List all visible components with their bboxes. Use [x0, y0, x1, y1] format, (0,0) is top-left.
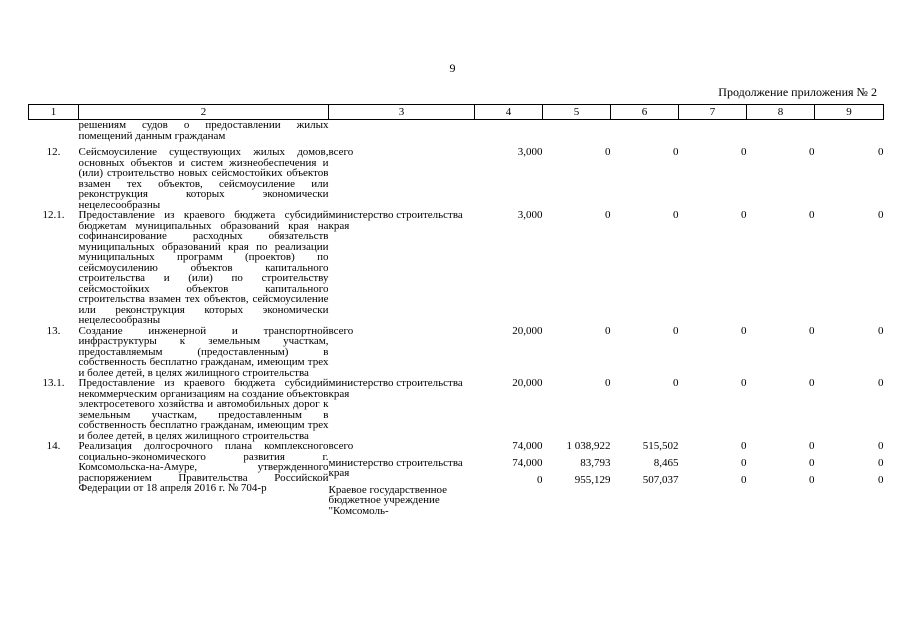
column-header: 5	[543, 105, 611, 120]
sub-value: 74,000	[512, 456, 543, 469]
table-row	[29, 378, 884, 441]
row-number: 13.	[46, 324, 61, 337]
value-cell: 0	[878, 324, 884, 337]
value-cell: 0	[605, 377, 611, 389]
row-description: Создание инженерной и транспортной инфраструктуры к земельным участкам, предоставляемым (предоставленным) в собственность бесплатно гражданам, имеющим трех и более детей, в целях жилищного строительства	[78, 324, 329, 379]
row-executor: всего	[328, 324, 354, 337]
table-row	[29, 326, 884, 379]
value-cell: 0	[741, 324, 747, 337]
row-description: решениям судов о предоставлении жилых помещений данным гражданам	[78, 119, 329, 142]
sub-value: 0	[809, 456, 815, 469]
row-number: 14.	[46, 440, 61, 452]
value-cell: 0	[809, 209, 815, 221]
sub-value: 0	[878, 474, 884, 486]
value-cell	[679, 441, 747, 522]
value-cell	[543, 441, 611, 522]
value-cell: 0	[605, 209, 611, 221]
row-executor	[329, 441, 475, 522]
row-executor: министерство строительства края	[328, 377, 463, 400]
sub-value: 83,793	[580, 456, 611, 469]
row-number: 12.1.	[42, 209, 65, 221]
row-executor: министерство строительства края	[328, 209, 463, 232]
table-row	[29, 210, 884, 326]
table-row-continuation	[29, 120, 884, 148]
sub-value: 0	[741, 456, 747, 469]
column-header: 4	[475, 105, 543, 120]
column-header: 1	[29, 105, 79, 120]
program-table	[28, 104, 884, 522]
sub-value: 515,502	[642, 440, 679, 452]
page-number: 9	[449, 61, 456, 75]
sub-value: 1 038,922	[566, 440, 611, 452]
value-cell: 0	[809, 377, 815, 389]
value-cell: 0	[878, 377, 884, 389]
column-header: 8	[747, 105, 815, 120]
column-header: 3	[329, 105, 475, 120]
value-cell: 0	[673, 209, 679, 221]
value-cell	[747, 441, 815, 522]
value-cell: 0	[741, 209, 747, 221]
sub-value: 0	[809, 440, 815, 452]
table-row	[29, 147, 884, 210]
sub-executor: Краевое государственное бюджетное учреждение "Комсомоль-	[328, 483, 448, 517]
value-cell: 3,000	[517, 146, 543, 158]
sub-value: 955,129	[574, 474, 611, 486]
table-row	[29, 441, 884, 522]
sub-value: 8,465	[653, 456, 679, 469]
appendix-continuation-label: Продолжение приложения № 2	[718, 85, 877, 99]
value-cell: 0	[605, 324, 611, 337]
value-cell	[475, 441, 543, 522]
sub-value: 0	[809, 474, 815, 486]
sub-value: 0	[741, 440, 747, 452]
sub-value: 507,037	[642, 474, 679, 486]
value-cell: 3,000	[517, 209, 543, 221]
sub-value: 0	[878, 456, 884, 469]
sub-value: 0	[537, 474, 543, 486]
sub-value: 0	[878, 440, 884, 452]
row-executor: всего	[328, 146, 354, 158]
value-cell: 0	[878, 146, 884, 158]
value-cell: 20,000	[512, 324, 543, 337]
value-cell: 20,000	[512, 377, 543, 389]
value-cell: 0	[741, 377, 747, 389]
row-number: 13.1.	[42, 377, 65, 389]
value-cell: 0	[741, 146, 747, 158]
sub-value: 74,000	[512, 440, 543, 452]
value-cell: 0	[878, 209, 884, 221]
value-cell: 0	[809, 146, 815, 158]
column-header: 6	[611, 105, 679, 120]
row-description: Реализация долгосрочного плана комплексного социально-экономического развития г. Комсомольска-на-Амуре, утвержденного распоряжением Правительства Российской Федерации от 18 апреля 2016 г. № 704-р	[78, 440, 329, 494]
sub-executor: министерство строительства края	[328, 456, 463, 479]
value-cell: 0	[673, 324, 679, 337]
row-description: Сейсмоусиление существующих жилых домов, основных объектов и систем жизнеобеспечения и (или) строительство новых сейсмостойких объектов взамен тех объектов, сейсмоусиление или реконструкция которых экономически нецелесообразны	[78, 146, 329, 211]
column-number-header	[29, 105, 884, 120]
value-cell: 0	[605, 146, 611, 158]
value-cell	[815, 441, 884, 522]
sub-value: 0	[741, 474, 747, 486]
row-description: Предоставление из краевого бюджета субсидий бюджетам муниципальных образований края на софинансирование расходных обязательств муниципальных образований края по реализации муниципальных программ (проектов) по сейсмоусилению объектов капитального строительства и (или) по строительству сейсмостойких объектов капитального строительства взамен тех объектов, сейсмоусиление или реконструкция которых экономически нецелесообразны	[78, 209, 329, 326]
column-header: 2	[79, 105, 329, 120]
value-cell	[611, 441, 679, 522]
value-cell: 0	[673, 146, 679, 158]
value-cell: 0	[673, 377, 679, 389]
row-description: Предоставление из краевого бюджета субсидий некоммерческим организациям на создание объектов электросетевого хозяйства и автомобильных дорог к земельным участкам, предоставленным в собственность бесплатно гражданам, имеющим трех и более детей, в целях жилищного строительства	[78, 377, 329, 442]
value-cell: 0	[809, 324, 815, 337]
row-number: 12.	[46, 146, 61, 158]
column-header: 7	[679, 105, 747, 120]
sub-executor: всего	[328, 440, 354, 452]
column-header: 9	[815, 105, 884, 120]
